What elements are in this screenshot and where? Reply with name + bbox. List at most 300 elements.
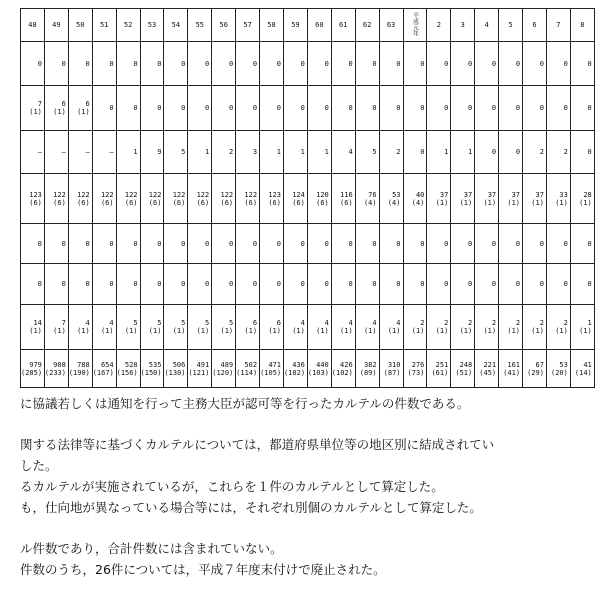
cell-value: 122 bbox=[220, 190, 234, 199]
table-cell bbox=[379, 42, 403, 86]
cell-value: 0 bbox=[491, 148, 497, 156]
table-cell bbox=[140, 264, 164, 305]
table-cell bbox=[21, 42, 45, 86]
cell-value: 0 bbox=[61, 59, 66, 68]
cell-value: 0 bbox=[228, 59, 234, 68]
header-cell bbox=[546, 9, 570, 42]
header-cell bbox=[331, 9, 355, 42]
table-cell bbox=[331, 350, 355, 388]
header-label: 58 bbox=[267, 21, 276, 29]
table-cell bbox=[307, 42, 331, 86]
table-cell bbox=[379, 131, 403, 174]
table-cell bbox=[260, 305, 284, 350]
cell-subvalue: (1) bbox=[220, 327, 234, 335]
cell-subvalue: (1) bbox=[531, 198, 544, 207]
table-cell bbox=[451, 174, 475, 224]
cell-subvalue: (102) bbox=[283, 368, 306, 377]
cell-value: 788 bbox=[77, 360, 90, 369]
table-cell bbox=[403, 264, 427, 305]
table-cell bbox=[188, 174, 212, 224]
cell-subvalue: (1) bbox=[340, 327, 353, 335]
table-cell bbox=[92, 42, 116, 86]
cell-value: 0 bbox=[539, 104, 544, 112]
cell-value: 528 bbox=[124, 360, 138, 369]
header-cell bbox=[68, 9, 92, 42]
cell-value: 0 bbox=[587, 59, 592, 68]
table-cell bbox=[92, 350, 116, 388]
table-cell bbox=[331, 86, 355, 131]
cell-value: 0 bbox=[348, 59, 353, 68]
table-cell bbox=[523, 264, 547, 305]
cell-value: 37 bbox=[535, 190, 544, 199]
cell-value: 0 bbox=[420, 280, 425, 288]
table-cell bbox=[427, 86, 451, 131]
cell-value: 2 bbox=[228, 148, 234, 156]
table-cell bbox=[236, 264, 260, 305]
cell-value: 0 bbox=[444, 239, 449, 248]
cell-value: 0 bbox=[563, 239, 568, 248]
cell-value: 122 bbox=[53, 190, 66, 199]
cell-value: 40 bbox=[415, 190, 425, 199]
cell-subvalue: (1) bbox=[459, 198, 473, 207]
table-cell bbox=[546, 86, 570, 131]
cell-value: 7 bbox=[37, 100, 42, 108]
table-cell bbox=[451, 42, 475, 86]
cell-value: 0 bbox=[539, 59, 544, 68]
table-cell bbox=[164, 86, 188, 131]
cell-subvalue: (1) bbox=[435, 198, 449, 207]
cell-subvalue: (6) bbox=[29, 198, 42, 207]
cell-value: 4 bbox=[109, 319, 114, 327]
table-cell bbox=[116, 86, 140, 131]
cell-value: 0 bbox=[181, 59, 186, 68]
table-cell bbox=[116, 42, 140, 86]
cell-value: 0 bbox=[539, 280, 544, 288]
cell-value: 0 bbox=[324, 59, 329, 68]
header-label: 7 bbox=[556, 21, 561, 29]
cell-value: 67 bbox=[535, 360, 544, 369]
header-label: 54 bbox=[171, 21, 181, 29]
header-cell bbox=[379, 9, 403, 42]
cell-value: 37 bbox=[487, 190, 497, 199]
table-cell bbox=[403, 224, 427, 264]
table-cell bbox=[523, 131, 547, 174]
table-cell bbox=[21, 305, 45, 350]
table-cell bbox=[523, 174, 547, 224]
header-cell bbox=[307, 9, 331, 42]
cell-subvalue: (1) bbox=[459, 327, 473, 335]
cell-value: 0 bbox=[420, 148, 425, 156]
header-cell bbox=[475, 9, 499, 42]
table-cell bbox=[475, 350, 499, 388]
header-label: 56 bbox=[219, 21, 228, 29]
table-cell bbox=[403, 86, 427, 131]
cell-value: 0 bbox=[181, 239, 186, 248]
header-label: 60 bbox=[315, 21, 324, 29]
table-cell bbox=[570, 305, 594, 350]
table-row bbox=[21, 264, 595, 305]
header-label: 63 bbox=[386, 21, 396, 29]
table-cell bbox=[499, 224, 523, 264]
table-cell bbox=[140, 86, 164, 131]
table-cell bbox=[92, 86, 116, 131]
cell-subvalue: (6) bbox=[196, 198, 210, 207]
table-cell bbox=[546, 350, 570, 388]
cell-value: 0 bbox=[563, 59, 568, 68]
note-line: るカルテルが実施されているが，これらを１件のカルテルとして算定した。 bbox=[20, 479, 444, 494]
table-header-row bbox=[21, 9, 595, 42]
cell-subvalue: (1) bbox=[124, 327, 138, 335]
header-label: 57 bbox=[243, 21, 252, 29]
cell-value: 2 bbox=[491, 319, 497, 327]
header-cell bbox=[44, 9, 68, 42]
table-cell bbox=[307, 86, 331, 131]
cell-subvalue: (190) bbox=[68, 368, 90, 377]
table-cell bbox=[546, 42, 570, 86]
table-cell bbox=[570, 42, 594, 86]
table-cell bbox=[451, 350, 475, 388]
cell-value: 0 bbox=[109, 239, 114, 248]
table-cell bbox=[451, 305, 475, 350]
table-cell bbox=[570, 131, 594, 174]
header-cell bbox=[236, 9, 260, 42]
table-cell bbox=[212, 174, 236, 224]
cell-value: 0 bbox=[181, 104, 186, 112]
cell-value: 0 bbox=[491, 59, 497, 68]
table-cell bbox=[116, 264, 140, 305]
cell-value: 122 bbox=[244, 190, 258, 199]
cell-subvalue: (1) bbox=[268, 327, 281, 335]
cell-subvalue: (1) bbox=[411, 327, 425, 335]
table-cell bbox=[475, 305, 499, 350]
table-cell bbox=[212, 305, 236, 350]
cell-subvalue: (6) bbox=[124, 198, 138, 207]
header-cell bbox=[523, 9, 547, 42]
table-cell bbox=[427, 42, 451, 86]
table-row bbox=[21, 131, 595, 174]
table-cell bbox=[140, 224, 164, 264]
cell-value: 248 bbox=[459, 360, 473, 369]
table-cell bbox=[68, 174, 92, 224]
table-row bbox=[21, 224, 595, 264]
table-cell bbox=[116, 131, 140, 174]
table-cell bbox=[116, 174, 140, 224]
table-row bbox=[21, 174, 595, 224]
table-cell bbox=[499, 305, 523, 350]
table-cell bbox=[260, 264, 284, 305]
cell-value: 0 bbox=[85, 59, 90, 68]
table-cell bbox=[523, 350, 547, 388]
cell-subvalue: (87) bbox=[383, 368, 401, 377]
header-cell bbox=[283, 9, 307, 42]
table-cell bbox=[44, 350, 68, 388]
cell-subvalue: (6) bbox=[172, 198, 186, 207]
table-cell bbox=[164, 350, 188, 388]
cell-value: 0 bbox=[515, 104, 521, 112]
cell-value: 28 bbox=[583, 190, 592, 199]
cell-value: 33 bbox=[559, 190, 568, 199]
cell-value: 382 bbox=[363, 360, 377, 369]
table-cell bbox=[44, 224, 68, 264]
table-cell bbox=[236, 131, 260, 174]
table-cell bbox=[164, 42, 188, 86]
table-cell bbox=[475, 264, 499, 305]
table-cell bbox=[307, 264, 331, 305]
cell-value: 123 bbox=[268, 190, 281, 199]
table-cell bbox=[451, 131, 475, 174]
cell-value: 122 bbox=[196, 190, 210, 199]
table-cell bbox=[546, 264, 570, 305]
header-cell bbox=[403, 9, 427, 42]
table-cell bbox=[212, 131, 236, 174]
cell-subvalue: (6) bbox=[53, 198, 66, 207]
cell-subvalue: (1) bbox=[483, 327, 497, 335]
cell-value: 0 bbox=[515, 280, 521, 288]
table-cell bbox=[379, 224, 403, 264]
cell-value: 0 bbox=[85, 280, 90, 288]
table-cell bbox=[307, 305, 331, 350]
cell-value: 122 bbox=[124, 190, 138, 199]
table-cell bbox=[260, 224, 284, 264]
table-cell bbox=[236, 224, 260, 264]
table-cell bbox=[92, 305, 116, 350]
cell-value: 5 bbox=[181, 319, 186, 327]
cell-value: 14 bbox=[33, 319, 42, 327]
table-cell bbox=[355, 350, 379, 388]
table-cell bbox=[164, 264, 188, 305]
cell-value: 0 bbox=[372, 239, 377, 248]
table-cell bbox=[21, 350, 45, 388]
table-cell bbox=[236, 174, 260, 224]
cell-value: 124 bbox=[292, 190, 305, 199]
cell-value: — bbox=[61, 148, 66, 156]
table-cell bbox=[331, 305, 355, 350]
header-cell bbox=[355, 9, 379, 42]
cell-value: 0 bbox=[228, 280, 234, 288]
table-cell bbox=[21, 86, 45, 131]
cell-value: 41 bbox=[583, 360, 592, 369]
cell-subvalue: (6) bbox=[268, 198, 281, 207]
cell-value: 489 bbox=[220, 360, 234, 369]
cell-value: 6 bbox=[85, 100, 90, 108]
table-cell bbox=[283, 350, 307, 388]
note-spacer bbox=[20, 414, 598, 434]
cell-value: 0 bbox=[300, 239, 305, 248]
table-cell bbox=[260, 42, 284, 86]
table-cell bbox=[475, 131, 499, 174]
cell-value: 440 bbox=[316, 360, 329, 369]
cell-value: 4 bbox=[300, 319, 305, 327]
cell-subvalue: (6) bbox=[77, 198, 90, 207]
cell-value: 0 bbox=[444, 104, 449, 112]
table-cell bbox=[92, 131, 116, 174]
table-cell bbox=[307, 131, 331, 174]
table-cell bbox=[21, 131, 45, 174]
table-cell bbox=[355, 264, 379, 305]
header-cell bbox=[92, 9, 116, 42]
cell-value: 0 bbox=[133, 239, 138, 248]
cell-value: 4 bbox=[396, 319, 401, 327]
cell-value: 0 bbox=[348, 104, 353, 112]
cell-value: 2 bbox=[563, 148, 568, 156]
table-cell bbox=[212, 42, 236, 86]
cell-value: 2 bbox=[468, 319, 473, 327]
cell-value: 5 bbox=[205, 319, 210, 327]
cell-subvalue: (4) bbox=[387, 198, 401, 207]
cell-value: 6 bbox=[61, 100, 66, 108]
table-cell bbox=[379, 174, 403, 224]
table-cell bbox=[355, 42, 379, 86]
table-cell bbox=[164, 305, 188, 350]
cell-subvalue: (1) bbox=[148, 327, 162, 335]
header-label: 59 bbox=[291, 21, 300, 29]
cell-subvalue: (120) bbox=[212, 368, 234, 377]
table-cell bbox=[283, 174, 307, 224]
table-cell bbox=[44, 264, 68, 305]
table-cell bbox=[140, 131, 164, 174]
table-cell bbox=[68, 131, 92, 174]
cell-value: 6 bbox=[276, 319, 281, 327]
cell-value: 1 bbox=[276, 148, 281, 156]
cell-value: 37 bbox=[511, 190, 521, 199]
header-label: 61 bbox=[339, 21, 348, 29]
cell-value: 654 bbox=[100, 360, 114, 369]
header-cell bbox=[212, 9, 236, 42]
cell-value: 0 bbox=[205, 280, 210, 288]
table-cell bbox=[523, 86, 547, 131]
cell-subvalue: (103) bbox=[307, 368, 329, 377]
table-cell bbox=[499, 350, 523, 388]
cell-subvalue: (1) bbox=[53, 108, 66, 116]
cell-value: 2 bbox=[563, 319, 568, 327]
cell-subvalue: (6) bbox=[220, 198, 234, 207]
cell-value: 0 bbox=[37, 280, 42, 288]
table-cell bbox=[260, 174, 284, 224]
header-label: 4 bbox=[484, 21, 489, 29]
cell-value: 0 bbox=[228, 239, 234, 248]
table-cell bbox=[140, 305, 164, 350]
cell-subvalue: (1) bbox=[507, 198, 521, 207]
cell-value: 0 bbox=[515, 148, 521, 156]
table-cell bbox=[164, 131, 188, 174]
cell-value: 436 bbox=[292, 360, 305, 369]
table-cell bbox=[307, 350, 331, 388]
table-cell bbox=[355, 131, 379, 174]
table-cell bbox=[355, 305, 379, 350]
cell-value: 0 bbox=[539, 239, 544, 248]
cell-subvalue: (1) bbox=[555, 327, 568, 335]
cell-subvalue: (1) bbox=[53, 327, 66, 335]
table-cell bbox=[379, 350, 403, 388]
table-cell bbox=[212, 86, 236, 131]
cell-subvalue: (6) bbox=[244, 198, 258, 207]
cartel-count-table bbox=[20, 8, 595, 388]
cell-value: 0 bbox=[205, 104, 210, 112]
table-cell bbox=[499, 42, 523, 86]
cell-subvalue: (29) bbox=[527, 368, 544, 377]
cell-value: 0 bbox=[491, 104, 497, 112]
table-cell bbox=[427, 131, 451, 174]
header-label: 49 bbox=[52, 21, 61, 29]
table-cell bbox=[403, 131, 427, 174]
cell-subvalue: (233) bbox=[44, 368, 66, 377]
cell-subvalue: (121) bbox=[188, 368, 210, 377]
table-cell bbox=[116, 305, 140, 350]
cell-value: 310 bbox=[387, 360, 401, 369]
table-cell bbox=[403, 305, 427, 350]
cell-value: 0 bbox=[109, 104, 114, 112]
table-cell bbox=[92, 174, 116, 224]
cell-subvalue: (1) bbox=[483, 198, 497, 207]
cell-subvalue: (1) bbox=[244, 327, 258, 335]
table-cell bbox=[236, 86, 260, 131]
table-cell bbox=[355, 224, 379, 264]
cell-value: 0 bbox=[157, 280, 162, 288]
table-cell bbox=[403, 350, 427, 388]
cell-value: 5 bbox=[228, 319, 234, 327]
header-label: 8 bbox=[580, 21, 585, 29]
cell-value: 0 bbox=[515, 239, 521, 248]
cell-value: 0 bbox=[157, 59, 162, 68]
table-cell bbox=[188, 86, 212, 131]
cell-value: 276 bbox=[411, 360, 425, 369]
cell-value: 0 bbox=[468, 280, 473, 288]
cell-value: 0 bbox=[85, 239, 90, 248]
cell-value: 37 bbox=[463, 190, 473, 199]
cell-value: 116 bbox=[340, 190, 353, 199]
cell-subvalue: (73) bbox=[407, 368, 425, 377]
table-cell bbox=[475, 42, 499, 86]
cell-value: 0 bbox=[252, 104, 258, 112]
header-cell bbox=[427, 9, 451, 42]
table-cell bbox=[427, 224, 451, 264]
cell-value: 502 bbox=[244, 360, 258, 369]
cell-value: 53 bbox=[392, 190, 401, 199]
cell-subvalue: (1) bbox=[29, 327, 42, 335]
cell-value: — bbox=[109, 148, 114, 156]
cell-value: 0 bbox=[468, 104, 473, 112]
table-cell bbox=[546, 224, 570, 264]
table-cell bbox=[283, 305, 307, 350]
cell-value: 120 bbox=[316, 190, 329, 199]
cell-value: 506 bbox=[172, 360, 186, 369]
cell-value: 0 bbox=[324, 280, 329, 288]
table-cell bbox=[140, 174, 164, 224]
table-cell bbox=[283, 42, 307, 86]
cell-value: 7 bbox=[61, 319, 66, 327]
cell-value: 1 bbox=[205, 148, 210, 156]
header-cell bbox=[451, 9, 475, 42]
cell-value: 4 bbox=[348, 148, 353, 156]
cell-value: 1 bbox=[300, 148, 305, 156]
cell-value: 0 bbox=[348, 239, 353, 248]
cell-value: 0 bbox=[276, 59, 281, 68]
cell-subvalue: (130) bbox=[164, 368, 186, 377]
table-cell bbox=[68, 350, 92, 388]
table-cell bbox=[260, 350, 284, 388]
table-cell bbox=[283, 86, 307, 131]
header-cell bbox=[188, 9, 212, 42]
table-cell bbox=[21, 174, 45, 224]
cell-value: 0 bbox=[276, 239, 281, 248]
cell-value: 0 bbox=[563, 280, 568, 288]
cell-value: 5 bbox=[133, 319, 138, 327]
cell-value: 0 bbox=[205, 59, 210, 68]
table-cell bbox=[44, 131, 68, 174]
header-label: 52 bbox=[123, 21, 133, 29]
table-cell bbox=[212, 224, 236, 264]
cell-value: 0 bbox=[37, 59, 42, 68]
